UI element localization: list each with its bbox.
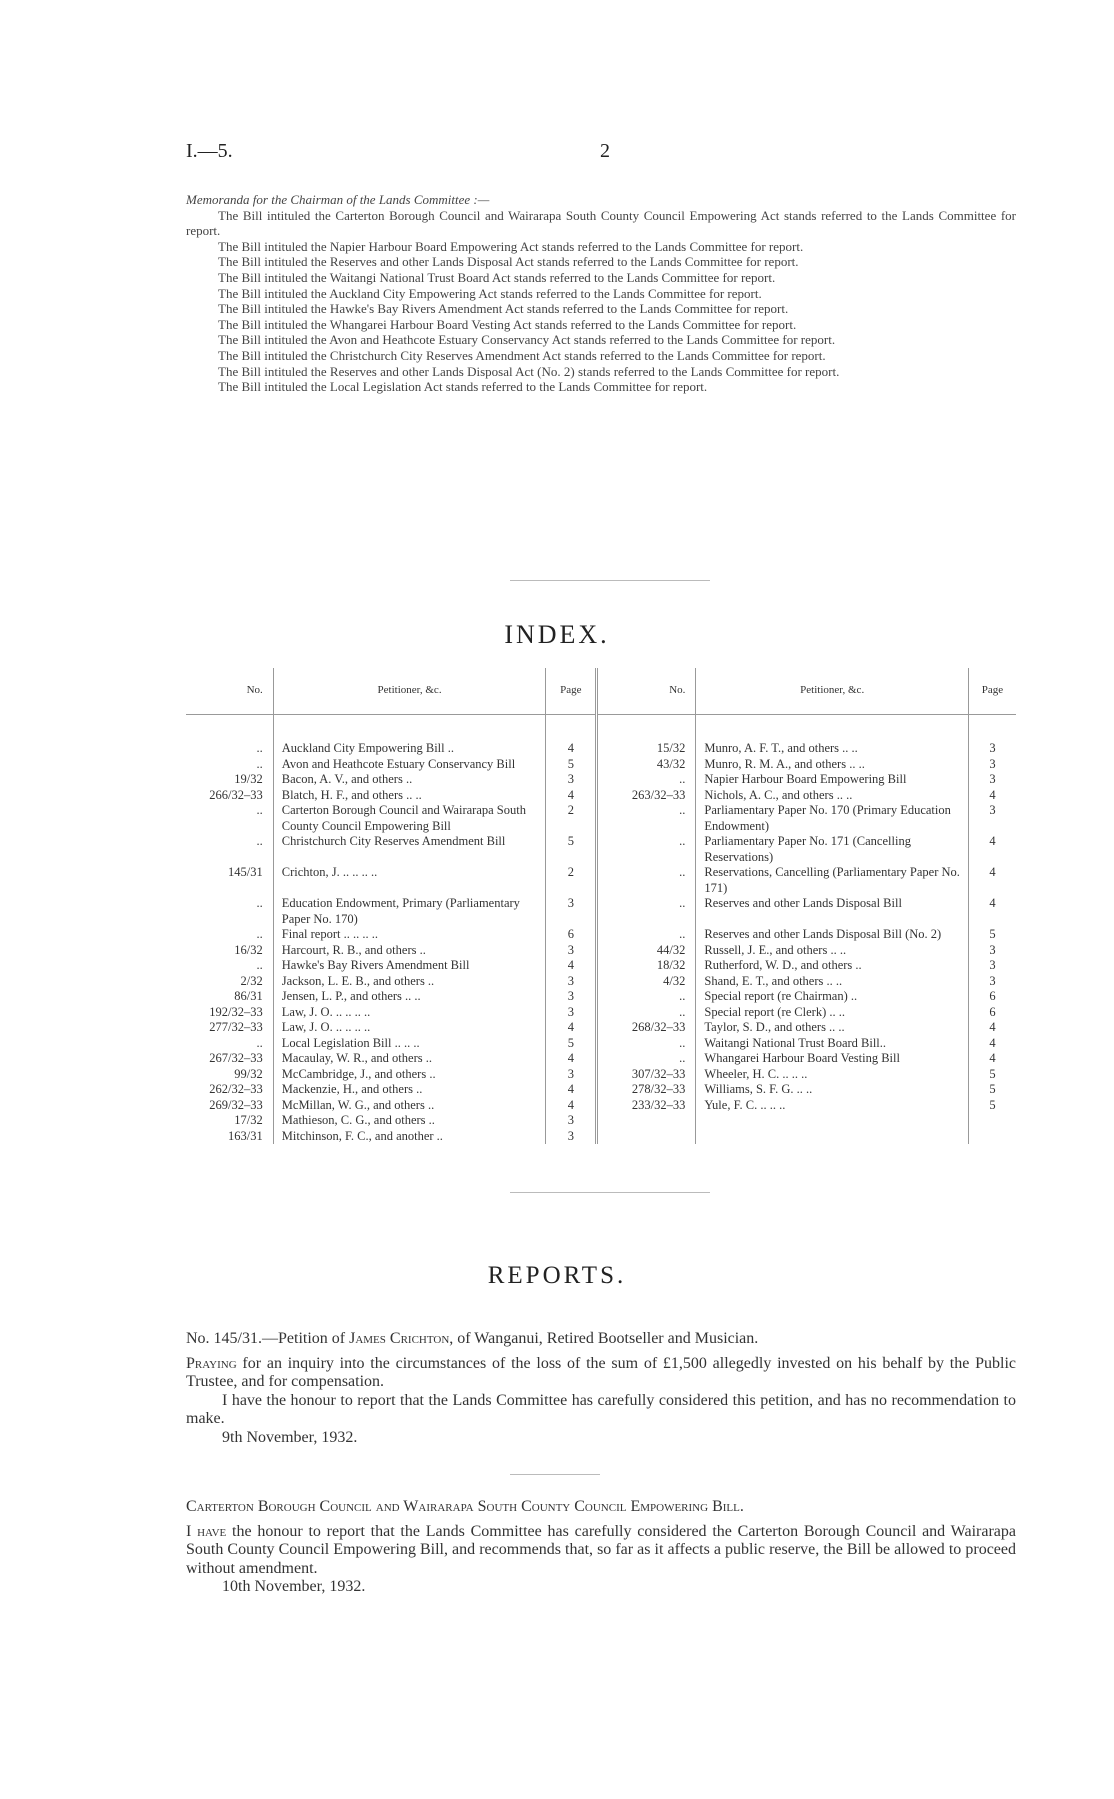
- memo-paragraph: The Bill intituled the Reserves and other Lands Disposal Act stands referred to the Lands Committee for report.: [218, 254, 799, 270]
- index-row: [186, 1113, 1016, 1129]
- index-number: ..: [256, 756, 263, 771]
- index-petitioner: Williams, S. F. G. .. ..: [696, 1082, 969, 1098]
- index-number: ..: [597, 865, 696, 896]
- index-row: [186, 1098, 1016, 1114]
- index-row: [186, 927, 1016, 943]
- index-page: 5: [968, 927, 1016, 943]
- praying-paragraph: [186, 1355, 1016, 1392]
- report-date: 9th November, 1932.: [222, 1428, 358, 1446]
- index-petitioner: Law, J. O. .. .. .. ..: [273, 1020, 546, 1036]
- index-page: 5: [546, 1036, 597, 1052]
- index-page: [968, 1129, 1016, 1145]
- index-petitioner: Education Endowment, Primary (Parliamentary Paper No. 170): [273, 896, 546, 927]
- index-number: 43/32: [597, 757, 696, 773]
- index-row: [186, 803, 1016, 834]
- col-header-page: Page: [546, 668, 597, 715]
- index-number: ..: [597, 1005, 696, 1021]
- col-header-no: No.: [597, 668, 696, 715]
- index-petitioner: Mitchinson, F. C., and another ..: [273, 1129, 546, 1145]
- index-petitioner: Munro, A. F. T., and others .. ..: [696, 715, 969, 757]
- divider: [510, 1192, 710, 1193]
- index-page: 5: [546, 834, 597, 865]
- index-page: 4: [546, 1020, 597, 1036]
- index-number: 19/32: [234, 772, 263, 786]
- report-heading-prefix: No. 145/31.—Petition of: [186, 1330, 350, 1347]
- index-page: 3: [546, 1005, 597, 1021]
- index-page: 3: [546, 943, 597, 959]
- memoranda-section: [186, 192, 1016, 395]
- index-petitioner: Special report (re Chairman) ..: [696, 989, 969, 1005]
- index-petitioner: Reservations, Cancelling (Parliamentary Paper No. 171): [696, 865, 969, 896]
- index-row: [186, 772, 1016, 788]
- index-page: 3: [546, 1067, 597, 1083]
- index-number: ..: [256, 896, 263, 910]
- memo-paragraph: The Bill intituled the Napier Harbour Board Empowering Act stands referred to the Lands Committee for report.: [218, 238, 804, 254]
- index-number: 86/31: [234, 989, 263, 1003]
- memo-paragraph: The Bill intituled the Auckland City Empowering Act stands referred to the Lands Committee for report.: [218, 285, 762, 301]
- index-petitioner: Hawke's Bay Rivers Amendment Bill: [273, 958, 546, 974]
- memo-paragraph: The Bill intituled the Reserves and other Lands Disposal Act (No. 2) stands referred to the Lands Committee for report.: [218, 363, 840, 379]
- index-page: 3: [546, 1113, 597, 1129]
- report-heading-suffix: , of Wanganui, Retired Bootseller and Musician.: [449, 1330, 759, 1347]
- memo-paragraph: The Bill intituled the Avon and Heathcote Estuary Conservancy Act stands referred to the Lands Committee for report.: [218, 332, 836, 348]
- index-petitioner: [696, 1113, 969, 1129]
- index-page: [968, 1113, 1016, 1129]
- index-number: 266/32–33: [209, 787, 263, 802]
- index-row: [186, 1082, 1016, 1098]
- index-row: [186, 989, 1016, 1005]
- index-page: 3: [968, 958, 1016, 974]
- index-page: 4: [968, 1051, 1016, 1067]
- index-petitioner: Carterton Borough Council and Wairarapa South County Council Empowering Bill: [273, 803, 546, 834]
- report-body: I have the honour to report that the Lands Committee has carefully considered this petition, and has no recommendation to make.: [186, 1391, 1016, 1427]
- index-heading: INDEX.: [504, 620, 610, 649]
- index-number: 192/32–33: [209, 1004, 263, 1019]
- index-petitioner: Mackenzie, H., and others ..: [273, 1082, 546, 1098]
- index-number: ..: [597, 1051, 696, 1067]
- index-page: 4: [546, 958, 597, 974]
- col-header-petitioner: Petitioner, &c.: [273, 668, 546, 715]
- index-row: [186, 943, 1016, 959]
- index-page: 6: [968, 1005, 1016, 1021]
- index-number: ..: [256, 958, 263, 972]
- memo-paragraph: The Bill intituled the Carterton Borough Council and Wairarapa South County Council Empowering Act stands referred to the Lands Committee for report.: [186, 207, 1016, 239]
- index-page: 2: [546, 803, 597, 834]
- index-number: ..: [597, 1036, 696, 1052]
- report-body: [186, 1523, 1016, 1579]
- index-page: 5: [546, 757, 597, 773]
- index-petitioner: Wheeler, H. C. .. .. ..: [696, 1067, 969, 1083]
- index-petitioner: McMillan, W. G., and others ..: [273, 1098, 546, 1114]
- index-petitioner: Reserves and other Lands Disposal Bill (No. 2): [696, 927, 969, 943]
- memo-paragraph: The Bill intituled the Christchurch City Reserves Amendment Act stands referred to the Lands Committee for report.: [218, 347, 826, 363]
- index-number: 15/32: [597, 715, 696, 757]
- divider: [510, 1474, 600, 1475]
- index-number: 268/32–33: [597, 1020, 696, 1036]
- index-page: 3: [968, 803, 1016, 834]
- report-carterton-bill: [186, 1498, 1016, 1597]
- index-row: [186, 1067, 1016, 1083]
- index-row: [186, 1051, 1016, 1067]
- index-number: ..: [256, 741, 263, 755]
- index-petitioner: Crichton, J. .. .. .. ..: [273, 865, 546, 896]
- index-number: 163/31: [228, 1128, 263, 1143]
- index-page: 3: [546, 1129, 597, 1145]
- index-number: [597, 1129, 696, 1145]
- index-petitioner: Law, J. O. .. .. .. ..: [273, 1005, 546, 1021]
- index-petitioner: Mathieson, C. G., and others ..: [273, 1113, 546, 1129]
- memo-paragraph: The Bill intituled the Hawke's Bay Rivers Amendment Act stands referred to the Lands Committee for report.: [218, 301, 789, 317]
- page-number: 2: [600, 140, 610, 162]
- index-number: ..: [256, 834, 263, 848]
- index-petitioner: Parliamentary Paper No. 171 (Cancelling Reservations): [696, 834, 969, 865]
- index-page: 3: [968, 772, 1016, 788]
- index-number: 17/32: [234, 1113, 263, 1127]
- report-body-text: the honour to report that the Lands Committee has carefully considered the Carterton Borough Council and Wairarapa South County Council Empowering Bill, and recommends that, so far as it affects a public reserve, the Bill be allowed to proceed without amendment.: [186, 1522, 1016, 1577]
- index-page: 3: [546, 989, 597, 1005]
- divider: [510, 580, 710, 581]
- index-petitioner: McCambridge, J., and others ..: [273, 1067, 546, 1083]
- index-petitioner: Waitangi National Trust Board Bill..: [696, 1036, 969, 1052]
- memoranda-title: Memoranda for the Chairman of the Lands Committee :—: [186, 192, 490, 207]
- index-petitioner: Parliamentary Paper No. 170 (Primary Education Endowment): [696, 803, 969, 834]
- index-page: 3: [968, 757, 1016, 773]
- index-petitioner: Taylor, S. D., and others .. ..: [696, 1020, 969, 1036]
- index-petitioner: Avon and Heathcote Estuary Conservancy Bill: [273, 757, 546, 773]
- index-petitioner: Bacon, A. V., and others ..: [273, 772, 546, 788]
- index-petitioner: Macaulay, W. R., and others ..: [273, 1051, 546, 1067]
- index-number: 99/32: [234, 1066, 263, 1081]
- index-petitioner: Reserves and other Lands Disposal Bill: [696, 896, 969, 927]
- index-page: 4: [968, 834, 1016, 865]
- index-page: 3: [546, 896, 597, 927]
- col-header-no: No.: [186, 668, 273, 715]
- index-number: 2/32: [240, 973, 263, 988]
- index-row: [186, 896, 1016, 927]
- index-number: 16/32: [234, 942, 263, 957]
- report-crichton: [186, 1330, 1016, 1447]
- index-table: [186, 668, 1016, 1144]
- col-header-page: Page: [968, 668, 1016, 715]
- index-page: 4: [968, 1020, 1016, 1036]
- index-number: 277/32–33: [209, 1020, 263, 1034]
- index-header-row: [186, 668, 1016, 715]
- index-number: 267/32–33: [209, 1051, 263, 1065]
- index-page: 4: [546, 1098, 597, 1114]
- index-petitioner: Final report .. .. .. ..: [273, 927, 546, 943]
- index-petitioner: Rutherford, W. D., and others ..: [696, 958, 969, 974]
- index-page: 4: [968, 896, 1016, 927]
- index-number: 18/32: [597, 958, 696, 974]
- index-row: [186, 715, 1016, 757]
- index-number: 145/31: [228, 865, 263, 879]
- index-number: 307/32–33: [597, 1067, 696, 1083]
- index-page: 5: [968, 1098, 1016, 1114]
- index-number: ..: [256, 1035, 263, 1050]
- index-petitioner: Christchurch City Reserves Amendment Bill: [273, 834, 546, 865]
- index-page: 3: [546, 974, 597, 990]
- memo-paragraph: The Bill intituled the Waitangi National Trust Board Act stands referred to the Lands Committee for report.: [218, 269, 776, 285]
- index-petitioner: Whangarei Harbour Board Vesting Bill: [696, 1051, 969, 1067]
- index-page: 3: [546, 772, 597, 788]
- report-heading: Carterton Borough Council and Wairarapa South County Council Empowering Bill.: [186, 1498, 744, 1515]
- index-page: 3: [968, 974, 1016, 990]
- index-number: ..: [597, 927, 696, 943]
- index-petitioner: Blatch, H. F., and others .. ..: [273, 788, 546, 804]
- index-petitioner: Shand, E. T., and others .. ..: [696, 974, 969, 990]
- index-row: [186, 1005, 1016, 1021]
- index-page: 6: [968, 989, 1016, 1005]
- index-page: 4: [546, 1051, 597, 1067]
- index-petitioner: Nichols, A. C., and others .. ..: [696, 788, 969, 804]
- index-petitioner: Auckland City Empowering Bill ..: [273, 715, 546, 757]
- index-row: [186, 757, 1016, 773]
- index-row: [186, 958, 1016, 974]
- index-number: [597, 1113, 696, 1129]
- praying-text: for an inquiry into the circumstances of the loss of the sum of £1,500 allegedly invested on his behalf by the Public Trustee, and for compensation.: [186, 1354, 1016, 1390]
- index-number: 278/32–33: [597, 1082, 696, 1098]
- index-number: ..: [597, 772, 696, 788]
- index-page: 4: [968, 865, 1016, 896]
- index-row: [186, 865, 1016, 896]
- index-petitioner: Local Legislation Bill .. .. ..: [273, 1036, 546, 1052]
- index-page: 6: [546, 927, 597, 943]
- index-number: ..: [597, 989, 696, 1005]
- index-number: ..: [597, 803, 696, 834]
- index-row: [186, 834, 1016, 865]
- index-petitioner: Russell, J. E., and others .. ..: [696, 943, 969, 959]
- index-petitioner: Harcourt, R. B., and others ..: [273, 943, 546, 959]
- index-petitioner: Jackson, L. E. B., and others ..: [273, 974, 546, 990]
- index-number: 233/32–33: [597, 1098, 696, 1114]
- praying-word: Praying: [186, 1354, 237, 1372]
- memo-paragraph: The Bill intituled the Local Legislation Act stands referred to the Lands Committee for report.: [218, 379, 708, 395]
- index-page: 4: [968, 788, 1016, 804]
- index-number: ..: [597, 896, 696, 927]
- index-page: 4: [546, 1082, 597, 1098]
- report-date: 10th November, 1932.: [222, 1578, 366, 1595]
- memo-paragraph: The Bill intituled the Whangarei Harbour Board Vesting Act stands referred to the Lands Committee for report.: [218, 316, 797, 332]
- index-page: 4: [546, 715, 597, 757]
- index-number: 4/32: [597, 974, 696, 990]
- index-row: [186, 1036, 1016, 1052]
- petitioner-name: James Crichton: [349, 1330, 450, 1347]
- index-number: 269/32–33: [209, 1097, 263, 1112]
- index-number: ..: [256, 803, 263, 817]
- page-reference: I.—5.: [186, 140, 233, 162]
- report-heading: [186, 1330, 1016, 1349]
- index-petitioner: Special report (re Clerk) .. ..: [696, 1005, 969, 1021]
- index-row: [186, 1020, 1016, 1036]
- index-page: 5: [968, 1082, 1016, 1098]
- index-page: 3: [968, 715, 1016, 757]
- index-page: 5: [968, 1067, 1016, 1083]
- index-petitioner: Jensen, L. P., and others .. ..: [273, 989, 546, 1005]
- report-lead: I have: [186, 1522, 227, 1540]
- index-petitioner: [696, 1129, 969, 1145]
- index-page: 4: [968, 1036, 1016, 1052]
- index-number: 44/32: [597, 943, 696, 959]
- index-number: 262/32–33: [209, 1082, 263, 1096]
- index-petitioner: Napier Harbour Board Empowering Bill: [696, 772, 969, 788]
- index-petitioner: Yule, F. C. .. .. ..: [696, 1098, 969, 1114]
- index-petitioner: Munro, R. M. A., and others .. ..: [696, 757, 969, 773]
- index-number: ..: [597, 834, 696, 865]
- index-number: ..: [256, 927, 263, 941]
- index-row: [186, 974, 1016, 990]
- index-row: [186, 1129, 1016, 1145]
- col-header-petitioner: Petitioner, &c.: [696, 668, 969, 715]
- index-page: 3: [968, 943, 1016, 959]
- index-number: 263/32–33: [597, 788, 696, 804]
- reports-heading: REPORTS.: [487, 1262, 627, 1289]
- index-page: 4: [546, 788, 597, 804]
- index-page: 2: [546, 865, 597, 896]
- index-row: [186, 788, 1016, 804]
